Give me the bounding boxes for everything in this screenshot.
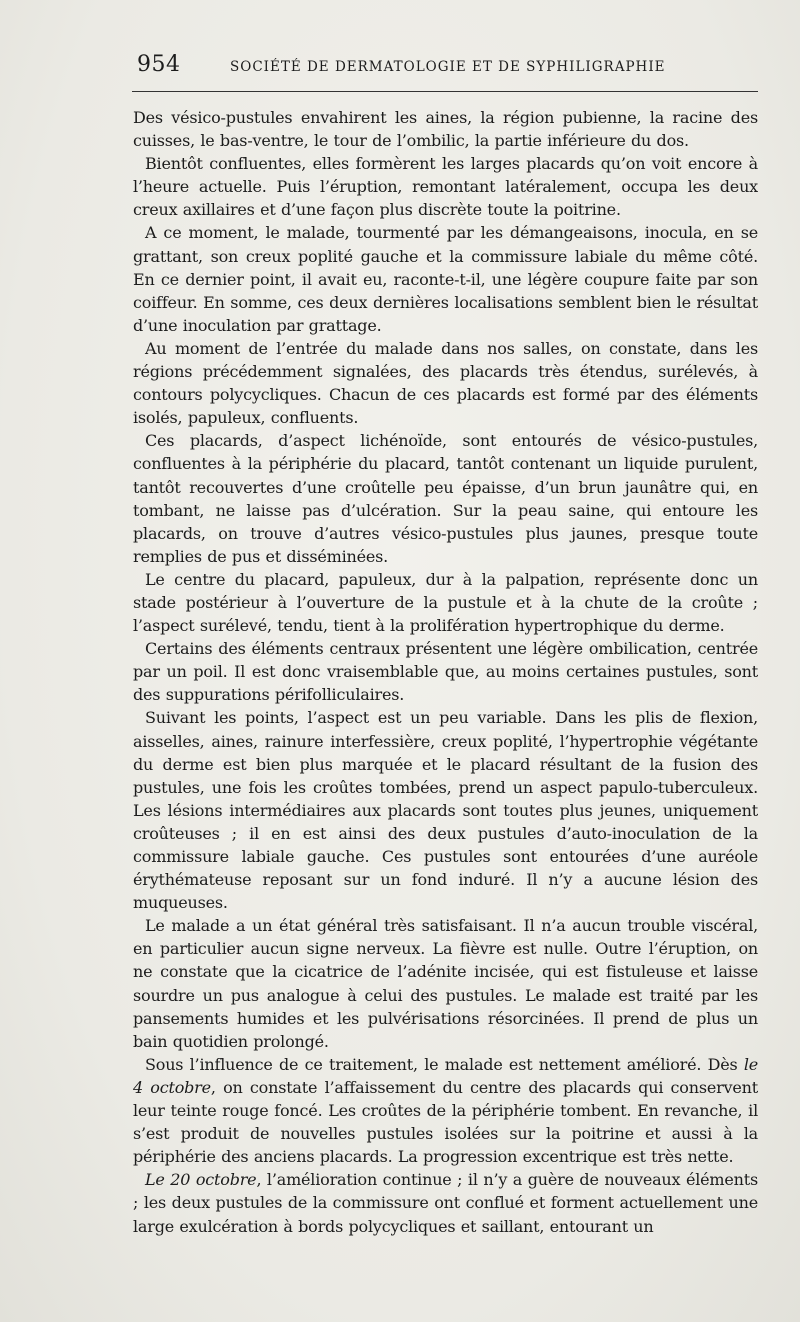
- page-header: [137, 52, 757, 82]
- paragraph: Suivant les points, l’aspect est un peu variable. Dans les plis de flexion, aisselles, aines, rainure interfessière, creux poplité, l’hypertrophie végétante du derme est bien plus marquée et le placard résultant de la fusion des pustules, une fois les croûtes tombées, prend un aspect papulo-tuberculeux. Les lésions intermédiaires aux placards sont toutes plus jeunes, uniquement croûteuses ; il en est ainsi des deux pustules d’auto-inoculation de la commissure labiale gauche. Ces pustules sont entourées d’une auréole érythémateuse reposant sur un fond induré. Il n’y a aucune lésion des muqueuses.: [133, 708, 758, 913]
- paragraph-oct20: [133, 1168, 758, 1237]
- running-title: SOCIÉTÉ DE DERMATOLOGIE ET DE SYPHILIGRAPHIE: [230, 59, 666, 75]
- paragraph: Certains des éléments centraux présentent une légère ombilication, centrée par un poil. Il est donc vraisemblable que, au moins certaines pustules, sont des suppurations périfolliculaires.: [133, 639, 758, 705]
- paragraph-text: Sous l’influence de ce traitement, le malade est nettement amélioré. Dès: [145, 1054, 744, 1074]
- paragraph: A ce moment, le malade, tourmenté par les démangeaisons, inocula, en se grattant, son creux poplité gauche et la commissure labiale du même côté. En ce dernier point, il avait eu, raconte-t-il, une légère coupure faite par son coiffeur. En somme, ces deux dernières localisations semblent bien le résultat d’une inoculation par grattage.: [133, 223, 758, 335]
- paragraph-text: , on constate l’affaissement du centre des placards qui conservent leur teinte rouge foncé. Les croûtes de la périphérie tombent. En revanche, il s’est produit de nouvelles pustules isolées sur la poitrine et aussi à la périphérie des anciens placards. La progression excentrique est très nette.: [133, 1077, 758, 1167]
- body-text: [133, 106, 758, 1238]
- paragraph: Le malade a un état général très satisfaisant. Il n’a aucun trouble viscéral, en particulier aucun signe nerveux. La fièvre est nulle. Outre l’éruption, on ne constate que la cicatrice de l’adénite incisée, qui est fistuleuse et laisse sourdre un pus analogue à celui des pustules. Le malade est traité par les pansements humides et les pulvérisations résorcinées. Il prend de plus un bain quotidien prolongé.: [133, 916, 758, 1051]
- paragraph: Au moment de l’entrée du malade dans nos salles, on constate, dans les régions précédemment signalées, des placards très étendus, surélevés, à contours polycycliques. Chacun de ces placards est formé par des éléments isolés, papuleux, confluents.: [133, 338, 758, 428]
- paragraph: Ces placards, d’aspect lichénoïde, sont entourés de vésico-pustules, confluentes à la périphérie du placard, tantôt contenant un liquide purulent, tantôt recouvertes d’une croûtelle peu épaisse, d’un brun jaunâtre qui, en tombant, ne laisse pas d’ulcération. Sur la peau saine, qui entoure les placards, on trouve d’autres vésico-pustules plus jaunes, presque toute remplies de pus et disséminées.: [133, 431, 758, 566]
- paragraph: Des vésico-pustules envahirent les aines, la région pubienne, la racine des cuisses, le bas-ventre, le tour de l’ombilic, la partie inférieure du dos.: [133, 108, 758, 151]
- date-italic: le 4 octobre: [133, 1054, 758, 1097]
- page-number: 954: [137, 52, 181, 77]
- paragraph: Le centre du placard, papuleux, dur à la palpation, représente donc un stade postérieur à l’ouverture de la pustule et à la chute de la croûte ; l’aspect surélevé, tendu, tient à la prolifération hypertrophique du derme.: [133, 569, 758, 636]
- date-italic: Le 20 octobre: [145, 1170, 257, 1190]
- header-rule: [132, 91, 758, 92]
- paragraph: Bientôt confluentes, elles formèrent les larges placards qu’on voit encore à l’heure actuelle. Puis l’éruption, remontant latéralement, occupa les deux creux axillaires et d’une façon plus discrète toute la poitrine.: [133, 154, 758, 220]
- paragraph-text: , l’amélioration continue ; il n’y a guère de nouveaux éléments ; les deux pustules de la commissure ont conflué et forment actuellement une large exulcération à bords polycycliques et saillant, entourant un: [133, 1170, 758, 1236]
- paragraph-oct4: [133, 1053, 758, 1168]
